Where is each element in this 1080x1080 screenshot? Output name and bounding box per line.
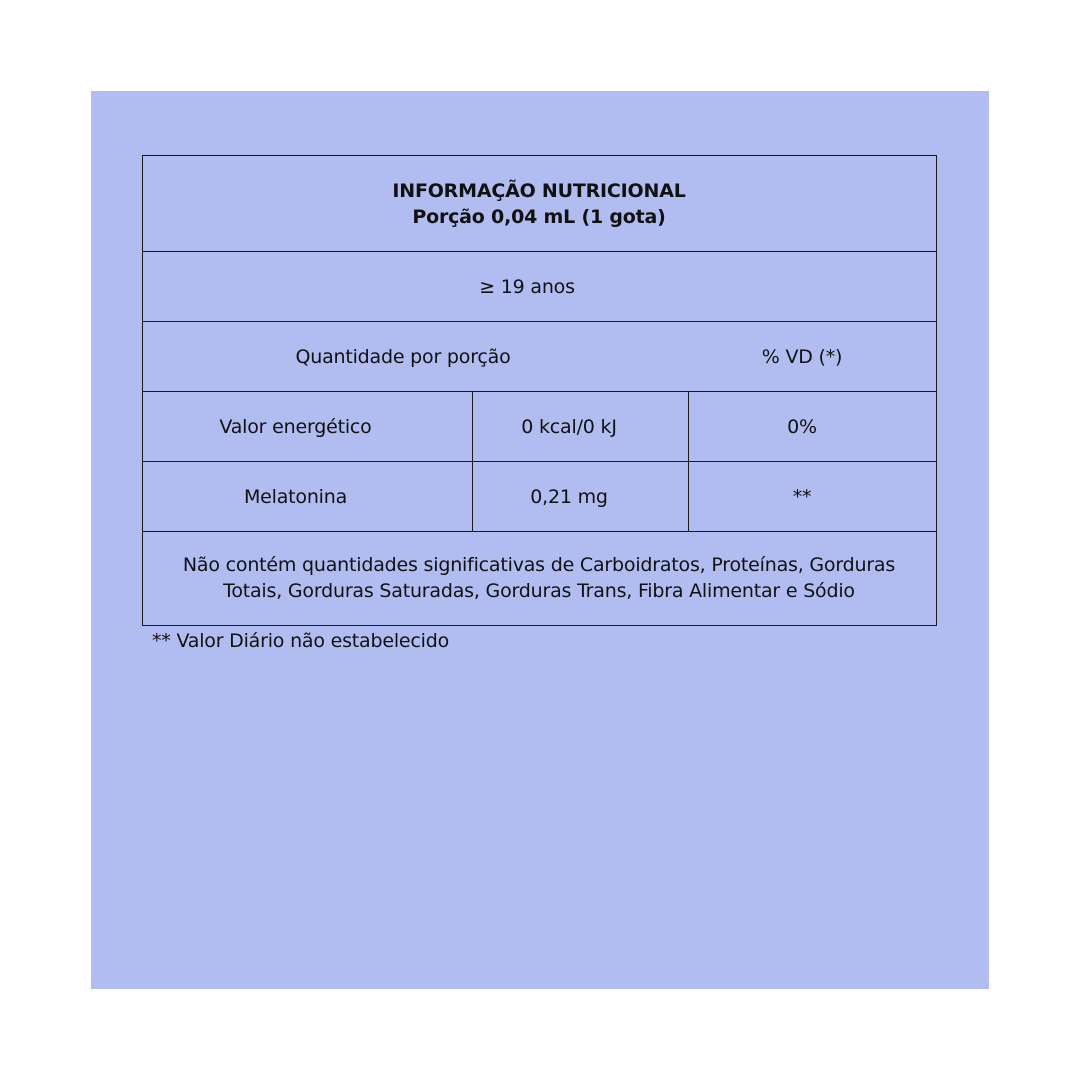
header-dv: % VD (*) [761,345,843,368]
footnote: ** Valor Diário não estabelecido [152,630,450,652]
age-group: ≥ 19 anos [479,275,575,298]
row-amount: 0 kcal/0 kJ [521,415,617,438]
row-nutrient: Valor energético [219,415,372,438]
nutrition-facts-table [142,155,937,626]
row-nutrient: Melatonina [243,485,348,508]
row-dv: 0% [787,415,817,438]
insignificant-nutrients-note: Não contém quantidades significativas de Carboidratos, Proteínas, Gorduras Totais, Gorduras Saturadas, Gorduras Trans, Fibra Alimentar e Sódio [182,554,896,602]
header-quantity: Quantidade por porção [295,345,511,368]
serving-size: Porção 0,04 mL (1 gota) [412,205,666,228]
table-title: INFORMAÇÃO NUTRICIONAL [392,179,686,202]
table-title-block [143,156,935,251]
row-amount: 0,21 mg [530,485,608,508]
row-dv: ** [792,485,812,508]
